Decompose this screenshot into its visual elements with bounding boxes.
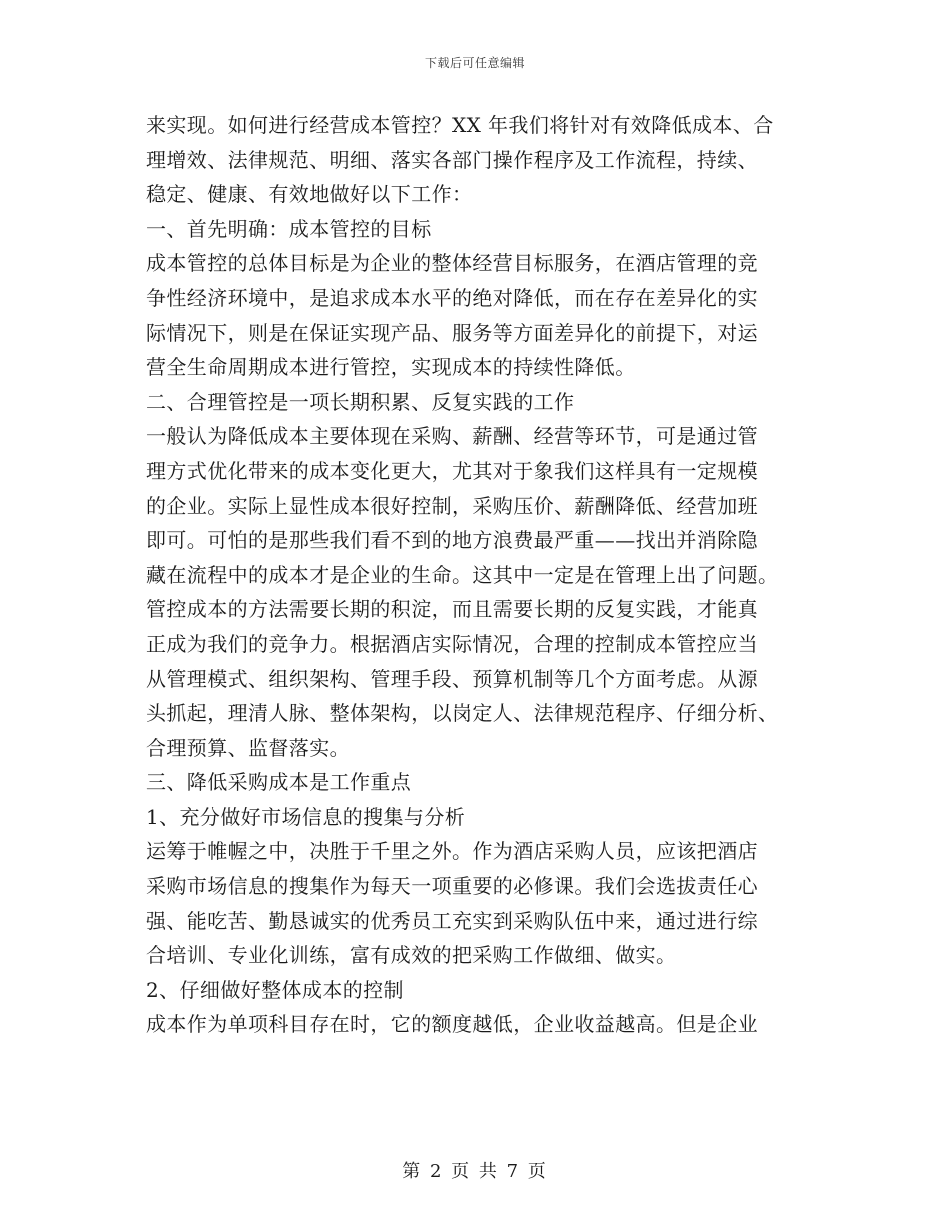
- text-line: 争性经济环境中，是追求成本水平的绝对降低，而在存在差异化的实: [146, 285, 758, 310]
- text-line: 从管理模式、组织架构、管理手段、预算机制等几个方面考虑。从源: [146, 666, 758, 691]
- document-body: [146, 108, 816, 1042]
- subsection-heading: 2、仔细做好整体成本的控制: [146, 977, 404, 1002]
- text-line: 稳定、健康、有效地做好以下工作：: [146, 182, 473, 207]
- text-line: 的企业。实际上显性成本很好控制，采购压价、薪酬降低、经营加班: [146, 493, 758, 518]
- text-line: 理方式优化带来的成本变化更大，尤其对于象我们这样具有一定规模: [146, 458, 758, 483]
- text-line: 际情况下，则是在保证实现产品、服务等方面差异化的前提下，对运: [146, 320, 758, 345]
- section-heading: 二、合理管控是一项长期积累、反复实践的工作: [146, 389, 575, 414]
- text-line: 即可。可怕的是那些我们看不到的地方浪费最严重——找出并消除隐: [146, 528, 758, 553]
- subsection-heading: 1、充分做好市场信息的搜集与分析: [146, 804, 466, 829]
- text-line: 一般认为降低成本主要体现在采购、薪酬、经营等环节，可是通过管: [146, 424, 758, 449]
- text-line: 合培训、专业化训练，富有成效的把采购工作做细、做实。: [146, 943, 677, 968]
- text-line: 头抓起，理清人脉、整体架构，以岗定人、法律规范程序、仔细分析、: [146, 701, 779, 726]
- text-line: 正成为我们的竞争力。根据酒店实际情况，合理的控制成本管控应当: [146, 631, 758, 656]
- text-line: 管控成本的方法需要长期的积淀，而且需要长期的反复实践，才能真: [146, 597, 758, 622]
- text-line: 理增效、法律规范、明细、落实各部门操作程序及工作流程，持续、: [146, 147, 758, 172]
- text-line: 采购市场信息的搜集作为每天一项重要的必修课。我们会选拔责任心: [146, 874, 758, 899]
- section-heading: 一、首先明确：成本管控的目标: [146, 216, 432, 241]
- header-note: 下载后可任意编辑: [424, 56, 525, 70]
- text-line: 强、能吃苦、勤恳诚实的优秀员工充实到采购队伍中来，通过进行综: [146, 908, 758, 933]
- text-line: 合理预算、监督落实。: [146, 735, 350, 760]
- text-line: 成本管控的总体目标是为企业的整体经营目标服务，在酒店管理的竞: [146, 251, 758, 276]
- text-line: 运筹于帷幄之中，决胜于千里之外。作为酒店采购人员，应该把酒店: [146, 839, 758, 864]
- text-line: 来实现。如何进行经营成本管控？XX 年我们将针对有效降低成本、合: [146, 113, 774, 137]
- text-line: 营全生命周期成本进行管控，实现成本的持续性降低。: [146, 355, 636, 380]
- page-number-footer: 第 2 页 共 7 页: [402, 1161, 548, 1182]
- text-line: 藏在流程中的成本才是企业的生命。这其中一定是在管理上出了问题。: [146, 562, 779, 587]
- section-heading: 三、降低采购成本是工作重点: [146, 770, 412, 795]
- text-line: 成本作为单项科目存在时，它的额度越低，企业收益越高。但是企业: [146, 1012, 758, 1037]
